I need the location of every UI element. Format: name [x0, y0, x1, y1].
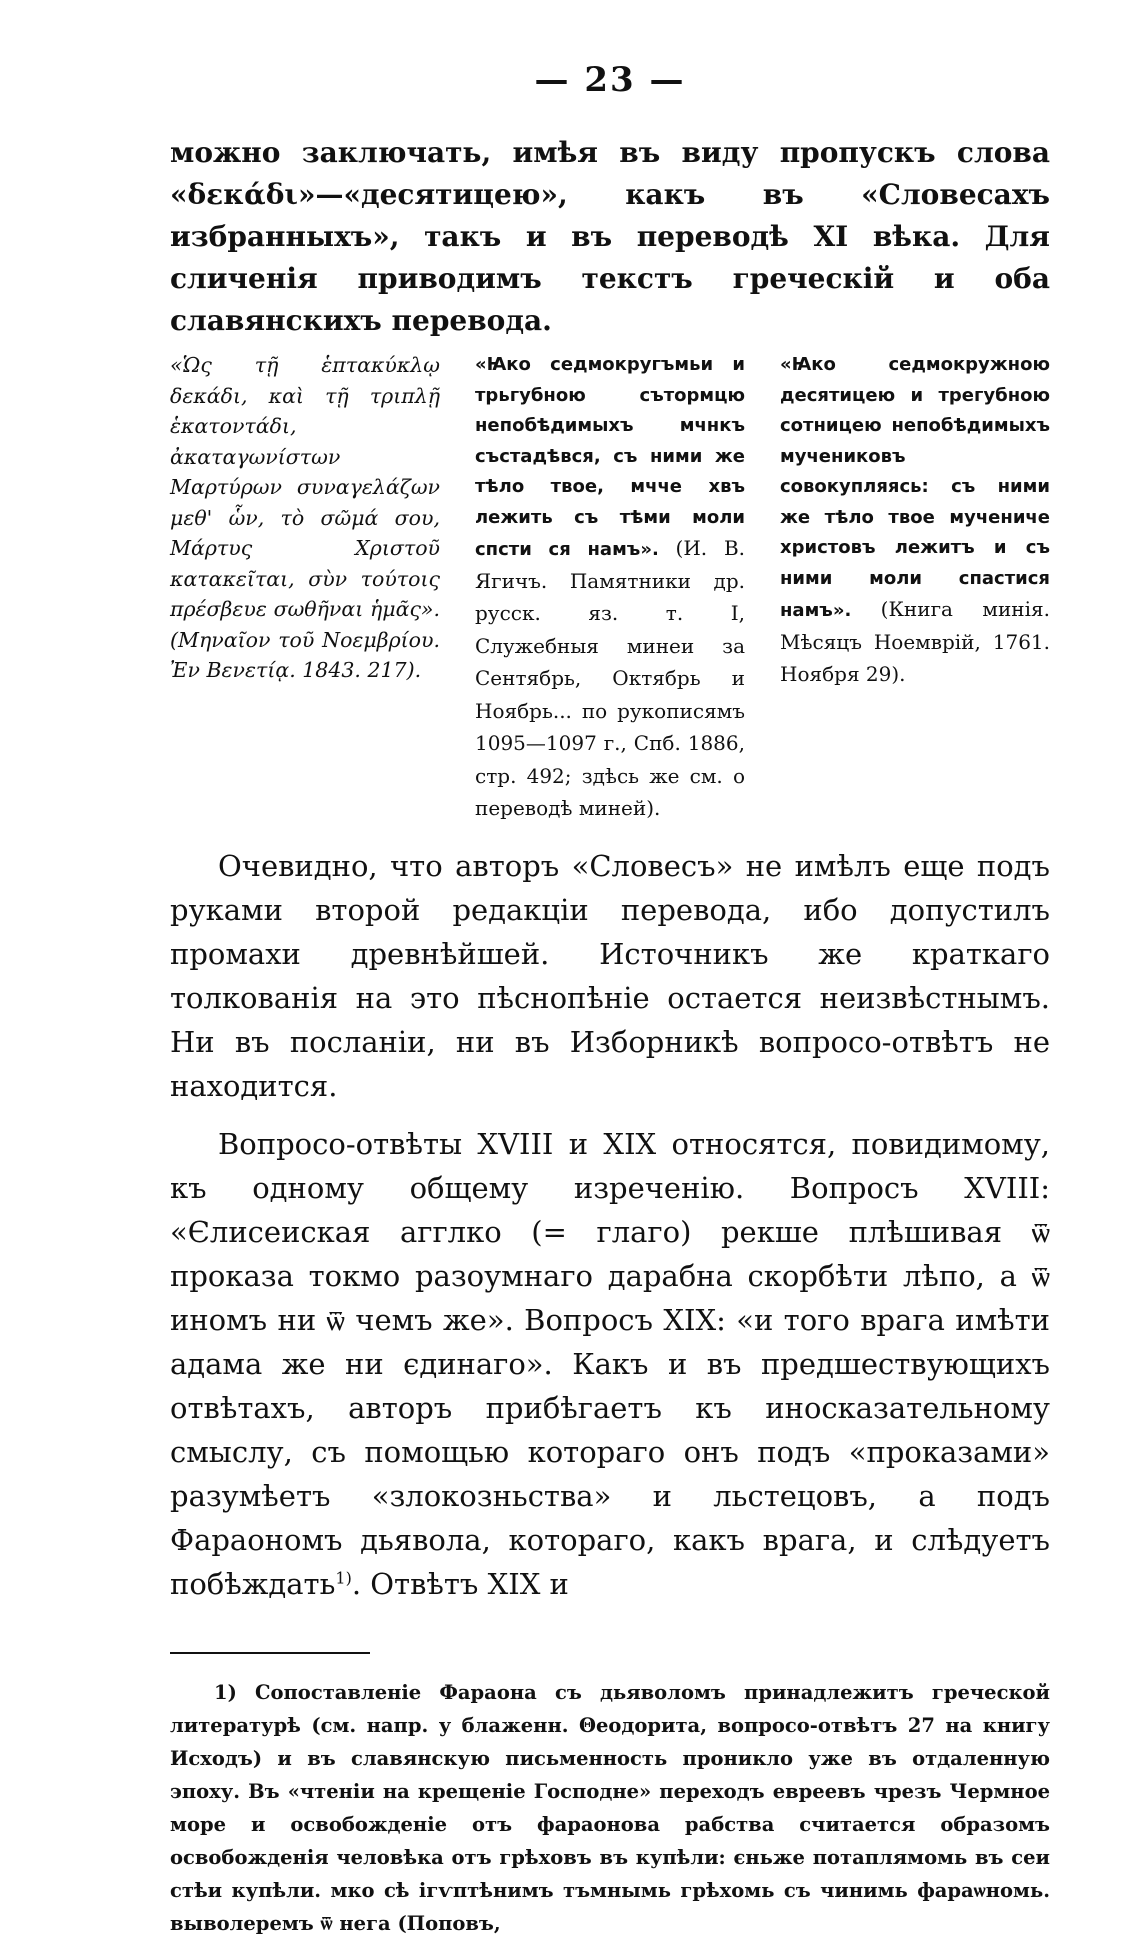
body-paragraph-2-end: . Отвѣтъ XIX и: [351, 1566, 569, 1601]
footnote-divider: [170, 1652, 370, 1654]
footnote-reference[interactable]: 1): [335, 1567, 352, 1587]
parallel-texts: [170, 350, 1050, 826]
slavonic-text-column-2: [780, 350, 1050, 826]
slavonic-reference-1: (И. В. Ягичъ. Памятники др. русск. яз. т. I, Служебныя минеи за Сентябрь, Октябрь и Ноябрь... по рукописямъ 1095—1097 г., Спб. 1886, стр. 492; здѣсь же см. о переводѣ миней).: [475, 536, 746, 820]
slavonic-text-column-1: [475, 350, 745, 826]
slavonic-text-1: «Ꙗко седмокругъмьи и трьгубною сътормцю непобѣдимыхъ мчнкъ състадѣвся, съ ними же тѣло твое, мчче хвъ лежить съ тѣми моли спсти ся намъ».: [475, 354, 745, 560]
body-paragraph-2-text: Вопросо-отвѣты XVIII и XIX относятся, повидимому, къ одному общему изреченію. Вопросъ XVIII: «Єлисеиская агглко (= глаго) рекше плѣшивая ѿ проказа токмо разоумнаго дарабна скорбѣти лѣпо, а ѿ иномъ ни ѿ чемъ же». Вопросъ XIX: «и того врага имѣти адама же ни єдинаго». Какъ и въ предшествующихъ отвѣтахъ, авторъ прибѣгаетъ къ иносказательному смыслу, съ помощью котораго онъ подъ «проказами» разумѣетъ «злокозньства» и льстецовъ, а подъ Фараономъ дьявола, котораго, какъ врага, и слѣдуетъ побѣждать: [170, 1126, 1050, 1601]
section-gap: [170, 1108, 1050, 1122]
intro-paragraph: можно заключать, имѣя въ виду пропускъ слова «δεκάδι»—«десятицею», какъ въ «Словесахъ избранныхъ», такъ и въ переводѣ XI вѣка. Для сличенія приводимъ текстъ греческій и оба славянскихъ перевода.: [170, 136, 1050, 337]
greek-text: «Ὡς τῇ ἑπτακύκλῳ δεκάδι, καὶ τῇ τριπλῇ ἑκατοντάδι, ἀκαταγωνίστων Μαρτύρων συναγελάζων μεθ' ὧν, τὸ σῶμά σου, Μάρτυς Χριστοῦ κατακεῖται, σὺν τούτοις πρέσβευε σωθῆναι ἡμᾶς». (Μηναῖον τοῦ Νοεμβρίου. Ἐν Βενετίᾳ. 1843. 217).: [170, 353, 440, 682]
body-paragraph-2: [170, 1122, 1050, 1606]
slavonic-reference-2: (Книга минія. Мѣсяцъ Ноемврій, 1761. Ноября 29).: [780, 597, 1050, 686]
greek-text-column: [170, 350, 440, 826]
slavonic-text-2: «Ꙗко седмокружною десятицею и трегубною сотницею непобѣдимыхъ мучениковъ совокупляясь: съ ними же тѣло твое мучениче христовъ лежитъ и съ ними моли спастися намъ».: [780, 354, 1050, 621]
page-number: — 23 —: [534, 60, 686, 100]
book-page: [170, 56, 1050, 1940]
body-paragraph-1: Очевидно, что авторъ «Словесъ» не имѣлъ еще подъ руками второй редакціи перевода, ибо допустилъ промахи древнѣйшей. Источникъ же краткаго толкованія на это пѣснопѣніе остается неизвѣстнымъ. Ни въ посланіи, ни въ Изборникѣ вопросо-отвѣтъ не находится.: [170, 848, 1050, 1103]
footnote: 1) Сопоставленіе Фараона съ дьяволомъ принадлежитъ греческой литературѣ (см. напр. у блаженн. Θеодорита, вопросо-отвѣтъ 27 на книгу Исходъ) и въ славянскую письменность проникло уже въ отдаленную эпоху. Въ «чтеніи на крещеніе Господне» переходъ евреевъ чрезъ Чермное море и освобожденіе отъ фараонова рабства считается образомъ освобожденія человѣка отъ грѣховъ въ купѣли: єньже потаплямомь въ сеи стѣи купѣли. мко сѣ ігѵптѣнимъ тъмнымь грѣхомь съ чинимь фараѡномь. выволеремъ ѿ нега (Поповъ,: [170, 1680, 1050, 1935]
